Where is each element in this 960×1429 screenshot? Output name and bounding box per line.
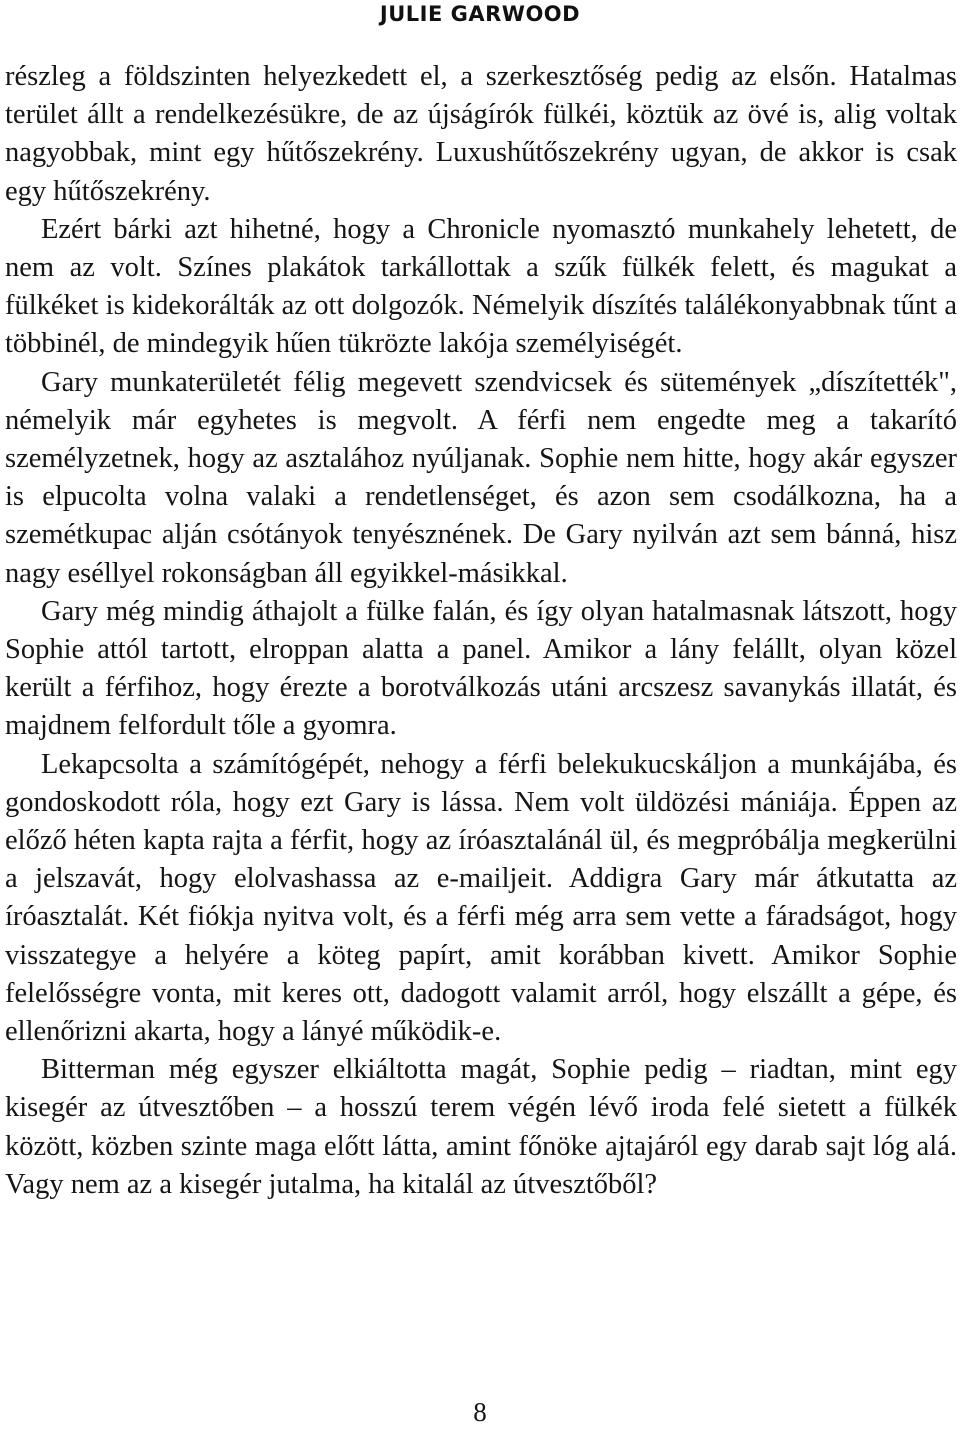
paragraph: Ezért bárki azt hihetné, hogy a Chronicle nyomasztó munkahely lehetett, de nem az volt. Színes plakátok tarkállottak a szűk fülkék felett, és magukat a fülkéket is kidekorálták az ott dolgozók. Némelyik díszítés találékonyabbnak tűnt a többinél, de mindegyik hűen tükrözte lakója személyiségét. (5, 213, 957, 360)
running-header-author: JULIE GARWOOD (379, 2, 581, 26)
paragraph: Lekapcsolta a számítógépét, nehogy a férfi belekukucskáljon a munkájába, és gondoskodott róla, hogy ezt Gary is lássa. Nem volt üldözési mániája. Éppen az előző héten kapta rajta a férfit, hogy az íróasztalánál ül, és megpróbálja megkerülni a jelszavát, hogy elolvashassa az e-mailjeit. Addigra Gary már átkutatta az íróasztalát. Két fiókja nyitva volt, és a férfi még arra sem vette a fáradságot, hogy visszategye a helyére a köteg papírt, amit korábban kivett. Amikor Sophie felelősségre vonta, mit keres ott, dadogott valamit arról, hogy elszállt a gépe, és ellenőrizni akarta, hogy a lányé működik-e. (5, 748, 957, 1048)
paragraph: Gary munkaterületét félig megevett szendvicsek és sütemények „díszítették", némelyik már egyhetes is megvolt. A férfi nem engedte meg a takarító személyzetnek, hogy az asztalához nyúljanak. Sophie nem hitte, hogy akár egyszer is elpucolta volna valaki a rendetlenséget, és azon sem csodálkozna, ha a szemétkupac alján csótányok tenyésznének. De Gary nyilván azt sem bánná, hisz nagy eséllyel rokonságban áll egyikkel-másikkal. (5, 366, 957, 589)
paragraph: Bitterman még egyszer elkiáltotta magát, Sophie pedig – riadtan, mint egy kisegér az útvesztőben – a hosszú terem végén lévő iroda felé sietett a fülkék között, közben szinte maga előtt látta, amint főnöke ajtajáról egy darab sajt lóg alá. Vagy nem az a kisegér jutalma, ha kitalál az útvesztőből? (5, 1054, 957, 1200)
paragraph-continued: részleg a földszinten helyezkedett el, a szerkesztőség pedig az elsőn. Hatalmas terület állt a rendelkezésükre, de az újságírók fülkéi, köztük az övé is, alig voltak nagyobbak, mint egy hűtőszekrény. Luxushűtőszekrény ugyan, de akkor is csak egy hűtőszekrény. (5, 61, 957, 207)
page-number: 8 (473, 1397, 487, 1427)
page-body-text (5, 58, 957, 1204)
paragraph: Gary még mindig áthajolt a fülke falán, és így olyan hatalmasnak látszott, hogy Sophie attól tartott, elroppan alatta a panel. Amikor a lány felállt, olyan közel került a férfihoz, hogy érezte a borotválkozás utáni arcszesz savanykás illatát, és majdnem felfordult tőle a gyomra. (5, 595, 957, 742)
